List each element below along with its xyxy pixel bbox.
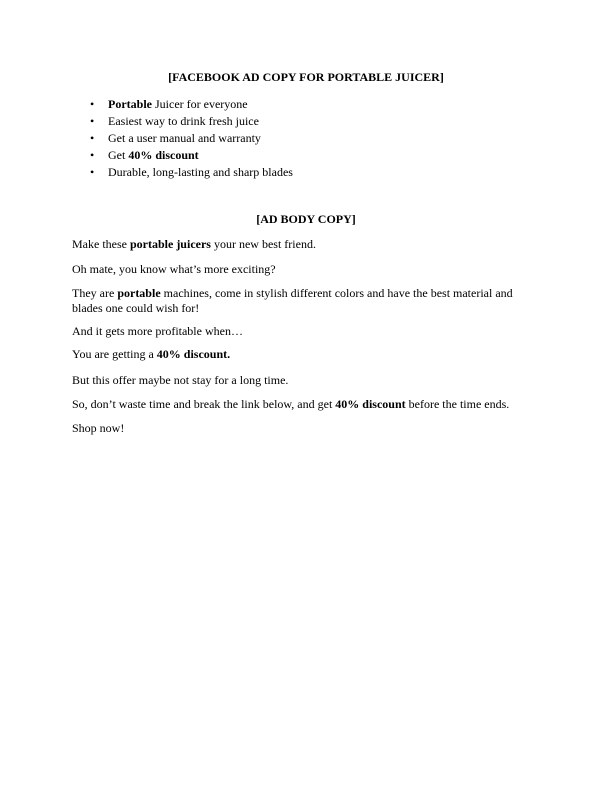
para-text: your new best friend. bbox=[210, 237, 316, 251]
para-text: before the time ends. bbox=[405, 397, 510, 411]
para-bold-text: 40% discount bbox=[335, 397, 406, 411]
bullet-text: Durable, long-lasting and sharp blades bbox=[108, 165, 293, 179]
body-paragraph-1 bbox=[72, 237, 542, 252]
para-text: You are getting a bbox=[72, 347, 157, 361]
body-paragraph-2: Oh mate, you know what’s more exciting? bbox=[72, 262, 276, 276]
body-paragraph-8: Shop now! bbox=[72, 421, 125, 435]
para-text: They are bbox=[72, 286, 118, 300]
para-bold-text: portable bbox=[117, 286, 161, 300]
para-text: Make these bbox=[72, 237, 130, 251]
bullet-text: Easiest way to drink fresh juice bbox=[108, 114, 259, 128]
para-bold-text: 40% discount. bbox=[156, 347, 231, 361]
bullet-bold-text: Portable bbox=[108, 97, 152, 111]
bullet-item bbox=[90, 114, 293, 131]
bullet-item bbox=[90, 148, 293, 165]
bullet-bold-text: 40% discount bbox=[128, 148, 199, 162]
bullet-text: Get bbox=[108, 148, 129, 162]
para-text: machines, come in stylish different colors and have the best material and blades one could wish for! bbox=[72, 286, 513, 315]
bullet-text: Get a user manual and warranty bbox=[108, 131, 261, 145]
body-paragraph-4: And it gets more profitable when… bbox=[72, 324, 243, 338]
body-paragraph-7 bbox=[72, 397, 542, 412]
document-title: [FACEBOOK AD COPY FOR PORTABLE JUICER] bbox=[168, 70, 444, 84]
body-section-title: [AD BODY COPY] bbox=[256, 212, 356, 226]
para-text: So, don’t waste time and break the link below, and get bbox=[72, 397, 336, 411]
feature-bullet-list bbox=[90, 97, 293, 182]
bullet-text: Juicer for everyone bbox=[152, 97, 248, 111]
bullet-item bbox=[90, 97, 293, 114]
bullet-item bbox=[90, 165, 293, 182]
para-bold-text: portable juicers bbox=[129, 237, 211, 251]
bullet-item bbox=[90, 131, 293, 148]
body-paragraph-5 bbox=[72, 347, 542, 362]
body-paragraph-6: But this offer maybe not stay for a long time. bbox=[72, 373, 289, 387]
body-paragraph-3 bbox=[72, 286, 542, 316]
